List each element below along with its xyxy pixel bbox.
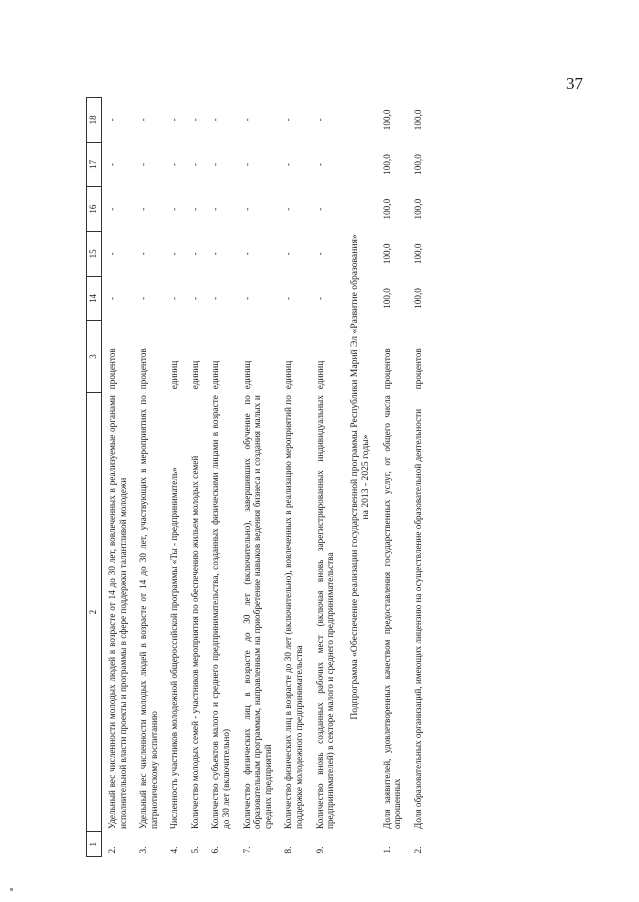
table-row xyxy=(185,98,206,857)
row-value-14: - xyxy=(169,296,180,300)
col-header-16: 16 xyxy=(87,187,102,232)
header-row xyxy=(87,98,102,857)
row-value-18: - xyxy=(189,118,200,122)
subprogram-title-line1: Подпрограмма «Обеспечение реализации государственной программы Республики Марий Эл «Развитие образования» xyxy=(348,234,360,720)
row-value-14: - xyxy=(283,296,294,300)
row-value-16: - xyxy=(210,207,221,211)
table-row xyxy=(133,98,164,857)
row-indicator: Количество физических лиц в возрасте до 30 лет (включительно), завершивших обучение по образовательным программам, направленным на приобретение навыков ведения бизнеса и создания малых и средних предприятий xyxy=(241,395,273,829)
table-row xyxy=(377,98,408,857)
row-number: 6. xyxy=(210,846,221,854)
row-number: 5. xyxy=(189,846,200,854)
row-indicator: Количество вновь созданных рабочих мест (включая вновь зарегистрированных индивидуальных предпринимателей) в секторе малого и среднего предпринимательства xyxy=(314,395,336,829)
col-header-14: 14 xyxy=(87,276,102,321)
row-unit: процентов xyxy=(381,348,392,390)
indicators-table xyxy=(86,97,428,857)
row-value-17: - xyxy=(169,163,180,167)
row-unit: процентов xyxy=(107,348,117,390)
row-value-17: - xyxy=(138,163,149,167)
row-unit: единиц xyxy=(314,360,325,390)
row-value-16: - xyxy=(189,207,200,211)
table-row xyxy=(102,98,134,857)
row-unit: единиц xyxy=(169,360,180,390)
row-value-15: 100,0 xyxy=(412,243,423,265)
row-value-16: - xyxy=(283,207,294,211)
subprogram-title-line2: на 2013 - 2025 годы» xyxy=(359,434,371,520)
row-value-18: - xyxy=(138,118,149,122)
row-value-18: - xyxy=(210,118,221,122)
row-number: 2. xyxy=(107,846,117,854)
table-row xyxy=(278,98,309,857)
row-value-17: - xyxy=(283,163,294,167)
row-value-17: 100,0 xyxy=(412,154,423,175)
row-value-16: 100,0 xyxy=(381,198,392,220)
row-value-17: 100,0 xyxy=(381,154,392,175)
table-row xyxy=(408,98,429,857)
row-value-14: - xyxy=(314,296,325,300)
row-value-17: - xyxy=(241,163,252,167)
row-value-18: 100,0 xyxy=(381,109,392,131)
col-header-1: 1 xyxy=(87,832,102,857)
scan-speck xyxy=(10,888,13,891)
table-row xyxy=(310,98,341,857)
row-number: 7. xyxy=(241,846,252,854)
row-value-17: - xyxy=(210,163,221,167)
row-indicator: Численность участников молодежной общероссийской программы «Ты - предприниматель» xyxy=(169,467,180,829)
row-value-15: - xyxy=(314,252,325,256)
table-row xyxy=(237,98,279,857)
row-unit: единиц xyxy=(210,360,221,390)
page-number: 37 xyxy=(566,74,583,93)
row-value-14: 100,0 xyxy=(381,288,392,309)
row-indicator: Доля заявителей, удовлетворенных качеством предоставления государственных услуг, от общего числа опрошенных xyxy=(381,395,403,829)
col-header-17: 17 xyxy=(87,142,102,187)
row-value-18: - xyxy=(314,118,325,122)
row-indicator: Доля образовательных организаций, имеющих лицензию на осуществление образовательной деятельности xyxy=(412,408,423,829)
row-value-18: - xyxy=(283,118,294,122)
row-number: 3. xyxy=(138,846,149,854)
row-number: 2. xyxy=(412,846,423,854)
row-indicator: Количество физических лиц в возрасте до 30 лет (включительно), вовлеченных в реализацию мероприятий по поддержке молодежного предпринимательства xyxy=(283,395,304,829)
row-unit: единиц xyxy=(189,360,200,390)
row-indicator: Удельный вес численности молодых людей в возрасте от 14 до 30 лет, вовлеченных в реализуемые органами исполнительной власти проекты и программы в сфере поддержки талантливой молодежи xyxy=(107,395,128,829)
row-number: 8. xyxy=(283,846,294,854)
row-value-14: - xyxy=(241,296,252,300)
rotated-table-area xyxy=(86,97,554,857)
row-value-17: - xyxy=(189,163,200,167)
row-number: 4. xyxy=(169,846,180,854)
row-value-18: - xyxy=(107,118,117,122)
table-row xyxy=(205,98,236,857)
row-value-14: - xyxy=(107,296,117,300)
row-value-16: 100,0 xyxy=(412,198,423,220)
col-header-18: 18 xyxy=(87,98,102,143)
row-value-18: - xyxy=(241,118,252,122)
row-value-14: - xyxy=(189,296,200,300)
table-row xyxy=(164,98,185,857)
row-unit: единиц xyxy=(241,360,252,390)
row-value-16: - xyxy=(241,207,252,211)
row-value-15: - xyxy=(189,252,200,256)
row-value-14: - xyxy=(210,296,221,300)
row-value-15: - xyxy=(138,252,149,256)
row-value-15: - xyxy=(283,252,294,256)
row-value-17: - xyxy=(314,163,325,167)
row-value-15: 100,0 xyxy=(381,243,392,265)
row-value-15: - xyxy=(210,252,221,256)
row-value-14: - xyxy=(138,296,149,300)
row-value-15: - xyxy=(107,252,117,256)
row-value-18: - xyxy=(169,118,180,122)
col-header-3: 3 xyxy=(87,321,102,392)
row-indicator: Количество молодых семей - участников мероприятия по обеспечению жильем молодых семей xyxy=(189,455,200,829)
row-value-17: - xyxy=(107,163,117,167)
row-number: 9. xyxy=(314,846,325,854)
row-unit: единиц xyxy=(283,360,294,390)
col-header-15: 15 xyxy=(87,231,102,276)
row-unit: процентов xyxy=(138,348,149,390)
row-indicator: Удельный вес численности молодых людей в возрасте от 14 до 30 лет, участвующих в мероприятиях по патриотическому воспитанию xyxy=(138,395,159,829)
row-value-16: - xyxy=(138,207,149,211)
row-value-15: - xyxy=(241,252,252,256)
row-unit: процентов xyxy=(412,348,423,390)
row-indicator: Количество субъектов малого и среднего предпринимательства, созданных физическими лицами в возрасте до 30 лет (включительно) xyxy=(210,395,232,829)
row-value-16: - xyxy=(107,207,117,211)
row-value-18: 100,0 xyxy=(412,109,423,131)
row-value-14: 100,0 xyxy=(412,288,423,309)
col-header-2: 2 xyxy=(87,392,102,832)
row-number: 1. xyxy=(381,846,392,854)
row-value-15: - xyxy=(169,252,180,256)
row-value-16: - xyxy=(169,207,180,211)
row-value-16: - xyxy=(314,207,325,211)
subprogram-heading-row xyxy=(341,98,377,857)
subprogram-heading xyxy=(341,98,377,857)
